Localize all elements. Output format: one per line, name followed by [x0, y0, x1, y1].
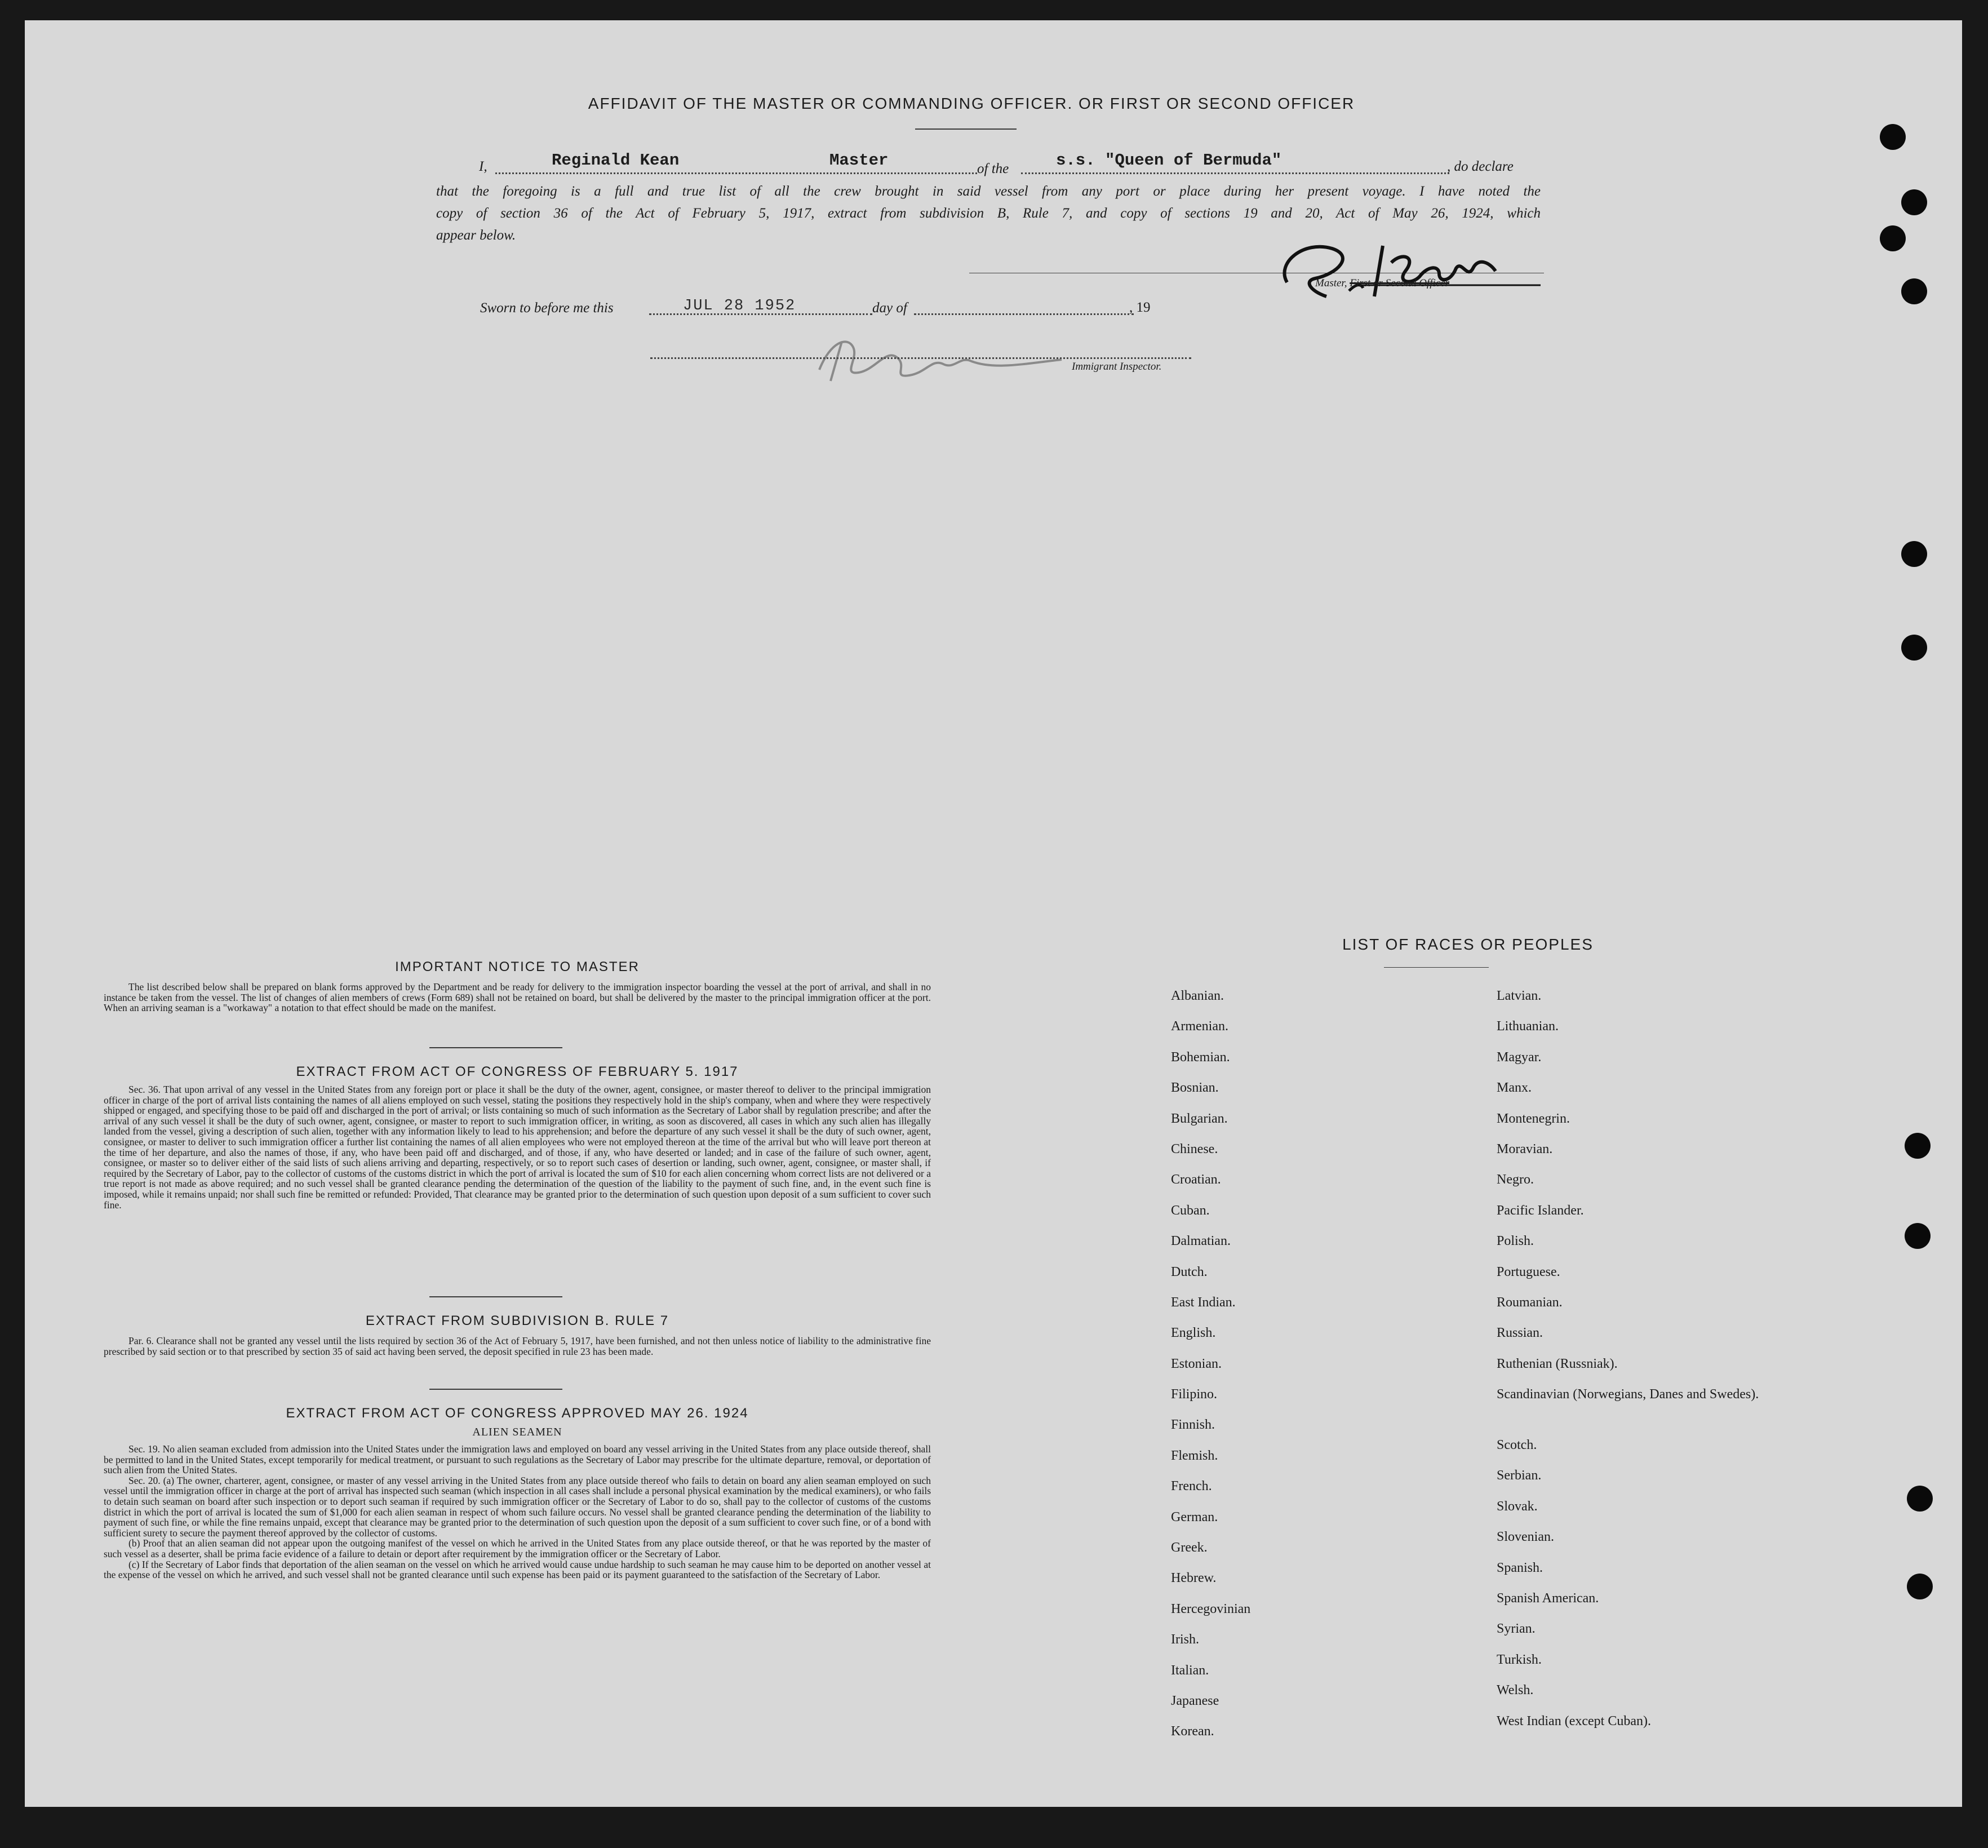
race-list-item: Finnish. — [1171, 1417, 1215, 1433]
race-list-item: Flemish. — [1171, 1448, 1218, 1463]
race-list-item: Italian. — [1171, 1663, 1209, 1678]
race-list-item: Montenegrin. — [1497, 1111, 1570, 1126]
title-divider — [915, 128, 1017, 130]
affidavit-i-prefix: I, — [479, 159, 487, 174]
master-signature-icon — [1270, 229, 1563, 313]
race-list-item: English. — [1171, 1326, 1216, 1341]
race-list-item: Bosnian. — [1171, 1080, 1219, 1096]
race-list-item: Armenian. — [1171, 1019, 1228, 1034]
do-declare-label: , do declare — [1447, 159, 1514, 174]
race-list-item: German. — [1171, 1509, 1218, 1525]
punch-hole — [1905, 1223, 1931, 1249]
race-list-item: Japanese — [1171, 1693, 1219, 1708]
signature-caption-struck: First or Second Officer — [1350, 277, 1450, 289]
punch-hole — [1907, 1574, 1933, 1599]
sec-19-text: Sec. 19. No alien seaman excluded from admission into the United States under the immigration laws and employed on board any vessel arriving in the United States from any place outside thereof, shall be permitted to land in the United States, except temporarily for medical treatment, or pursuant to such regulations as the Secretary of Labor may prescribe for the ultimate departure, removal, or deportation of such alien from the United States. — [104, 1443, 931, 1476]
signature-caption — [1315, 277, 1449, 290]
race-list-item: Turkish. — [1497, 1652, 1542, 1667]
race-list-item: Portuguese. — [1497, 1264, 1560, 1279]
races-divider — [1384, 967, 1489, 968]
race-list-item: Filipino. — [1171, 1387, 1218, 1402]
declaration-line-4: appear below. — [436, 228, 516, 243]
race-list-item: Spanish. — [1497, 1560, 1543, 1575]
race-list-item: Korean. — [1171, 1724, 1214, 1739]
race-list-item: Polish. — [1497, 1234, 1534, 1249]
punch-hole — [1880, 225, 1906, 251]
sworn-label: Sworn to before me this — [480, 300, 614, 316]
race-list-item: Greek. — [1171, 1540, 1208, 1555]
master-name: Reginald Kean — [552, 151, 680, 170]
inspector-caption: Immigrant Inspector. — [1072, 361, 1162, 373]
extract-1917-text: Sec. 36. That upon arrival of any vessel in the United States from any foreign port or place it shall be the duty of the owner, agent, consignee, or master thereof to deliver to the principal immigration officer in charge of the port of arrival lists containing the names of all aliens employed on such vessel, stating the positions they respectively hold in the ship's company, when and where they were respectively shipped or engaged, and specifying those to be paid off and discharged in the port of arrival; or lists containing so much of such information as the Secretary of Labor shall by regulation prescribe; and after the arrival of any such vessel it shall be the duty of such owner, agent, consignee, or master to report to such immigration officer, in writing, as soon as discovered, all cases in which any such alien has illegally landed from the vessel, giving a description of such alien, together with any information likely to lead to his apprehension; and before the departure of any such vessel it shall be the duty of such owner, agent, consignee, or master to deliver to such immigration officer a further list containing the names of all alien employees who were not employed thereon at the time of the arrival but who will leave port thereon at the time of her departure, and also the names of those, if any, who have been paid off and discharged, and of those, if any, who have deserted or landed; and in case of the failure of such owner, agent, consignee, or master so to deliver either of the said lists of such aliens arriving and departing, respectively, or so to report such cases of desertion or landing, such owner, agent, consignee, or master shall, if required by the Secretary of Labor, pay to the collector of customs of the customs district in which the port of arrival is located the sum of $10 for each alien concerning whom correct lists are not delivered or a true report is not made as above required; and no such vessel shall be granted clearance pending the determination of the question of the liability to the payment of such fine, and, in the event such fine is imposed, while it remains unpaid; nor shall such fine be remitted or refunded: Provided, That clearance may be granted prior to the determination of such question upon deposit of a sum sufficient to cover such fine. — [104, 1084, 931, 1211]
race-list-item: Slovenian. — [1497, 1530, 1554, 1545]
race-list-item: Irish. — [1171, 1632, 1199, 1647]
month-line — [914, 313, 1134, 315]
race-list-item: Cuban. — [1171, 1203, 1210, 1218]
race-list-item: Slovak. — [1497, 1499, 1538, 1514]
races-left-column — [1171, 981, 1486, 1747]
race-list-item: West Indian (except Cuban). — [1497, 1713, 1651, 1729]
race-list-item: Estonian. — [1171, 1356, 1222, 1371]
rule-7-title: EXTRACT FROM SUBDIVISION B. RULE 7 — [365, 1313, 669, 1328]
race-list-item: Russian. — [1497, 1326, 1543, 1341]
race-list-item: Negro. — [1497, 1172, 1534, 1187]
race-list-item: Pacific Islander. — [1497, 1203, 1584, 1218]
race-list-item: Syrian. — [1497, 1621, 1536, 1637]
race-list-item: French. — [1171, 1479, 1212, 1494]
race-list-item: Dalmatian. — [1171, 1234, 1231, 1249]
punch-hole — [1901, 635, 1927, 661]
race-list-item: Chinese. — [1171, 1141, 1218, 1156]
divider-2 — [429, 1296, 562, 1297]
race-list-item: Scandinavian (Norwegians, Danes and Swedes). — [1497, 1387, 1759, 1402]
race-list-item: Hebrew. — [1171, 1571, 1217, 1586]
races-right-column — [1497, 981, 1790, 1736]
extract-1924-body — [104, 1444, 931, 1580]
divider-3 — [429, 1389, 562, 1390]
extract-1924-title: EXTRACT FROM ACT OF CONGRESS APPROVED MAY 26. 1924 — [286, 1406, 749, 1421]
rule-7-text: Par. 6. Clearance shall not be granted any vessel until the lists required by section 36 of the Act of February 5, 1917, have been furnished, and not then unless notice of liability to the administrative fine prescribed by said section or to that prescribed by section 35 of said act having been served, the deposit specified in rule 23 has been made. — [104, 1335, 931, 1357]
extract-1917-title: EXTRACT FROM ACT OF CONGRESS OF FEBRUARY 5. 1917 — [296, 1064, 739, 1079]
race-list-item: Moravian. — [1497, 1141, 1553, 1156]
affidavit-title: AFFIDAVIT OF THE MASTER OR COMMANDING OFFICER. OR FIRST OR SECOND OFFICER — [588, 95, 1355, 112]
document-page — [25, 20, 1962, 1807]
race-list-item: Croatian. — [1171, 1172, 1221, 1187]
sworn-date-stamp: JUL 28 1952 — [683, 298, 796, 314]
race-list-item: Lithuanian. — [1497, 1019, 1559, 1034]
race-list-item: East Indian. — [1171, 1295, 1236, 1310]
declaration-line-3: copy of section 36 of the Act of February 5, 1917, extract from subdivision B, Rule 7, and copy of sections 19 and 20, Act of May 26, 1924, which — [436, 206, 1541, 221]
race-list-item: Scotch. — [1497, 1438, 1537, 1453]
sec-20a-text: Sec. 20. (a) The owner, charterer, agent, consignee, or master of any vessel arriving in the United States from any place outside thereof who fails to detain on board any alien seaman employed on such vessel until the immigration officer in charge at the port of arrival has inspected such seaman (which inspection in all cases shall include a personal physical examination by the medical examiners), or who fails to detain such seaman on board after such inspection or to deport such seaman if required by such immigration officer or the Secretary of Labor to do so, shall pay to the collector of customs of the customs district in which the port of arrival is located the sum of $1,000 for each alien seaman in respect of whom such failure occurs. No vessel shall be granted clearance pending the determination of the liability to payment of such fine, or while the fine remains unpaid, except that clearance may be granted prior to the determination of such question upon the deposit of a sum sufficient to cover such fine, or of a bond with sufficient surety to secure the payment thereof approved by the collector of customs. — [104, 1474, 931, 1539]
race-list-item: Bulgarian. — [1171, 1111, 1228, 1126]
inspector-signature-icon — [808, 325, 1067, 387]
race-list-item: Roumanian. — [1497, 1295, 1563, 1310]
race-list-item: Serbian. — [1497, 1468, 1542, 1483]
race-list-item: Welsh. — [1497, 1683, 1534, 1698]
notice-text: The list described below shall be prepared on blank forms approved by the Department and be ready for delivery to the immigration inspector boarding the vessel at the port of arrival, and shall in no instance be taken from the vessel. The list of changes of alien members of crews (Form 689) shall not be retained on board, but shall be delivered by the master to the principal immigration officer at the port. When an arriving seaman is a "workaway" a notation to that effect should be made on the manifest. — [104, 981, 931, 1014]
name-fill-line — [495, 172, 977, 174]
punch-hole — [1907, 1486, 1933, 1512]
punch-hole — [1901, 278, 1927, 304]
races-title: LIST OF RACES OR PEOPLES — [1342, 936, 1594, 953]
race-list-item: Dutch. — [1171, 1264, 1208, 1279]
signature-caption-master: Master, — [1315, 277, 1347, 289]
alien-seamen-subtitle: ALIEN SEAMEN — [472, 1426, 562, 1438]
race-list-item: Bohemian. — [1171, 1049, 1230, 1065]
race-list-item: Hercegovinian — [1171, 1601, 1251, 1616]
divider-1 — [429, 1047, 562, 1048]
vessel-name: s.s. "Queen of Bermuda" — [1056, 151, 1282, 170]
race-list-item: Albanian. — [1171, 989, 1224, 1003]
sec-20c-text: (c) If the Secretary of Labor finds that deportation of the alien seaman on the vessel on which he arrived would cause undue hardship to such seaman he may cause him to be deported on another vessel at the expense of the vessel on which he arrived, and such vessel shall not be granted clearance until such expense has been paid or its payment guaranteed to the satisfaction of the Secretary of Labor. — [104, 1558, 931, 1581]
punch-hole — [1901, 541, 1927, 567]
master-rank: Master — [829, 151, 889, 170]
punch-hole — [1880, 124, 1906, 150]
race-list-item: Ruthenian (Russniak). — [1497, 1356, 1618, 1371]
notice-title: IMPORTANT NOTICE TO MASTER — [395, 959, 640, 974]
punch-hole — [1901, 189, 1927, 215]
race-list-item: Spanish American. — [1497, 1591, 1599, 1606]
sec-20b-text: (b) Proof that an alien seaman did not appear upon the outgoing manifest of the vessel on which he arrived in the United States from any place outside thereof, or that he was reported by the master of such vessel as a deserter, shall be prima facie evidence of a failure to detain or deport after requirement by the immigration officer or the Secretary of Labor. — [104, 1537, 931, 1559]
of-the-label: of the — [977, 161, 1009, 176]
race-list-item: Latvian. — [1497, 989, 1542, 1003]
race-list-item: Manx. — [1497, 1080, 1532, 1096]
day-of-label: day of — [872, 300, 907, 316]
vessel-fill-line — [1021, 172, 1449, 174]
year-prefix: , 19 — [1129, 300, 1151, 315]
declaration-line-2: that the foregoing is a full and true list of all the crew brought in said vessel from any port or place during her present voyage. I have noted the — [436, 184, 1541, 199]
race-list-item: Magyar. — [1497, 1049, 1542, 1065]
punch-hole — [1905, 1133, 1931, 1159]
inspector-signature-line — [650, 357, 1191, 359]
